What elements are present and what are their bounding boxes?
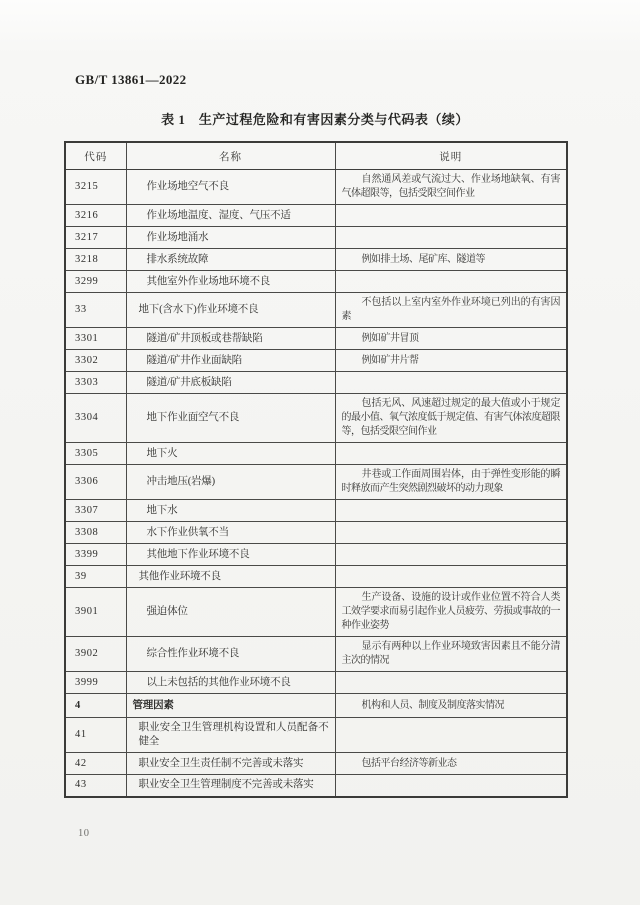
name-cell: 排水系统故障	[126, 249, 335, 271]
table-row	[65, 566, 567, 588]
name-cell: 作业场地温度、湿度、气压不适	[126, 205, 335, 227]
name-cell: 水下作业供氧不当	[126, 522, 335, 544]
name-cell: 强迫体位	[126, 588, 335, 637]
table-row	[65, 443, 567, 465]
name-cell: 其他作业环境不良	[126, 566, 335, 588]
description-cell	[335, 271, 567, 293]
name-cell: 地下作业面空气不良	[126, 394, 335, 443]
name-cell: 地下水	[126, 500, 335, 522]
table-row	[65, 775, 567, 797]
name-cell: 作业场地涌水	[126, 227, 335, 249]
code-cell: 3901	[65, 588, 126, 637]
description-text: 显示有两种以上作业环境致害因素且不能分清主次的情况	[341, 641, 560, 666]
hazard-factors-table	[64, 141, 568, 798]
description-text: 井巷或工作面周围岩体，由于弹性变形能的瞬时释放而产生突然剧烈破坏的动力现象	[341, 469, 560, 494]
description-cell	[335, 293, 567, 328]
table-row	[65, 672, 567, 694]
code-cell: 41	[65, 718, 126, 753]
table-row	[65, 588, 567, 637]
table-row	[65, 372, 567, 394]
description-text: 包括平台经济等新业态	[361, 757, 457, 769]
description-cell	[335, 566, 567, 588]
description-cell	[335, 672, 567, 694]
description-text: 生产设备、设施的设计或作业位置不符合人类工效学要求而易引起作业人员疲劳、劳损或事故的一种作业姿势	[341, 592, 560, 631]
table-row	[65, 328, 567, 350]
code-cell: 42	[65, 753, 126, 775]
code-cell: 3307	[65, 500, 126, 522]
code-cell: 3301	[65, 328, 126, 350]
code-cell: 3302	[65, 350, 126, 372]
name-cell: 地下火	[126, 443, 335, 465]
description-cell	[335, 637, 567, 672]
name-cell: 冲击地压(岩爆)	[126, 465, 335, 500]
code-cell: 33	[65, 293, 126, 328]
column-header-description: 说明	[335, 142, 567, 170]
description-cell	[335, 205, 567, 227]
table-row	[65, 227, 567, 249]
name-cell: 管理因素	[126, 694, 335, 718]
description-text: 例如矿井片帮	[361, 354, 419, 366]
code-cell: 3999	[65, 672, 126, 694]
code-cell: 3303	[65, 372, 126, 394]
name-cell: 地下(含水下)作业环境不良	[126, 293, 335, 328]
code-cell: 39	[65, 566, 126, 588]
code-cell: 4	[65, 694, 126, 718]
description-cell	[335, 372, 567, 394]
description-cell	[335, 465, 567, 500]
table-row	[65, 293, 567, 328]
description-cell	[335, 544, 567, 566]
name-cell: 隧道/矿井作业面缺陷	[126, 350, 335, 372]
description-cell	[335, 694, 567, 718]
code-cell: 3308	[65, 522, 126, 544]
description-cell	[335, 328, 567, 350]
code-cell: 3399	[65, 544, 126, 566]
description-cell	[335, 170, 567, 205]
name-cell: 隧道/矿井顶板或巷帮缺陷	[126, 328, 335, 350]
description-cell	[335, 394, 567, 443]
description-text: 自然通风差或气流过大、作业场地缺氧、有害气体超限等，包括受限空间作业	[341, 174, 560, 199]
description-cell	[335, 775, 567, 797]
name-cell: 职业安全卫生管理制度不完善或未落实	[126, 775, 335, 797]
table-title: 表 1 生产过程危险和有害因素分类与代码表（续）	[161, 112, 469, 127]
description-cell	[335, 588, 567, 637]
table-row	[65, 500, 567, 522]
table-row	[65, 465, 567, 500]
description-cell	[335, 227, 567, 249]
description-text: 例如排土场、尾矿库、隧道等	[361, 253, 485, 265]
hazard-table-body	[65, 170, 567, 797]
code-cell: 3902	[65, 637, 126, 672]
table-row	[65, 394, 567, 443]
table-row	[65, 637, 567, 672]
description-text: 机构和人员、制度及制度落实情况	[361, 699, 504, 711]
table-header-row	[65, 142, 567, 170]
description-cell	[335, 443, 567, 465]
code-cell: 3218	[65, 249, 126, 271]
table-row	[65, 205, 567, 227]
name-cell: 其他室外作业场地环境不良	[126, 271, 335, 293]
description-cell	[335, 718, 567, 753]
name-cell: 隧道/矿井底板缺陷	[126, 372, 335, 394]
name-cell: 职业安全卫生管理机构设置和人员配备不健全	[126, 718, 335, 753]
table-row	[65, 544, 567, 566]
name-cell: 作业场地空气不良	[126, 170, 335, 205]
table-row	[65, 718, 567, 753]
description-text: 例如矿井冒顶	[361, 332, 419, 344]
code-cell: 3306	[65, 465, 126, 500]
table-row	[65, 271, 567, 293]
code-cell: 3305	[65, 443, 126, 465]
description-cell	[335, 500, 567, 522]
table-row	[65, 753, 567, 775]
column-header-code: 代码	[65, 142, 126, 170]
code-cell: 3216	[65, 205, 126, 227]
table-row	[65, 694, 567, 718]
code-cell: 3299	[65, 271, 126, 293]
page-number: 10	[78, 828, 90, 839]
column-header-name: 名称	[126, 142, 335, 170]
code-cell: 3217	[65, 227, 126, 249]
description-cell	[335, 522, 567, 544]
code-cell: 3215	[65, 170, 126, 205]
description-text: 不包括以上室内室外作业环境已列出的有害因素	[341, 297, 560, 322]
name-cell: 综合性作业环境不良	[126, 637, 335, 672]
table-row	[65, 170, 567, 205]
name-cell: 以上未包括的其他作业环境不良	[126, 672, 335, 694]
name-cell: 其他地下作业环境不良	[126, 544, 335, 566]
code-cell: 43	[65, 775, 126, 797]
table-row	[65, 249, 567, 271]
description-text: 包括无风、风速超过规定的最大值或小于规定的最小值、氧气浓度低于规定值、有害气体浓度超限等，包括受限空间作业	[341, 398, 560, 437]
name-cell: 职业安全卫生责任制不完善或未落实	[126, 753, 335, 775]
code-cell: 3304	[65, 394, 126, 443]
description-cell	[335, 249, 567, 271]
description-cell	[335, 753, 567, 775]
table-row	[65, 522, 567, 544]
table-row	[65, 350, 567, 372]
standard-number: GB/T 13861—2022	[75, 72, 187, 87]
description-cell	[335, 350, 567, 372]
